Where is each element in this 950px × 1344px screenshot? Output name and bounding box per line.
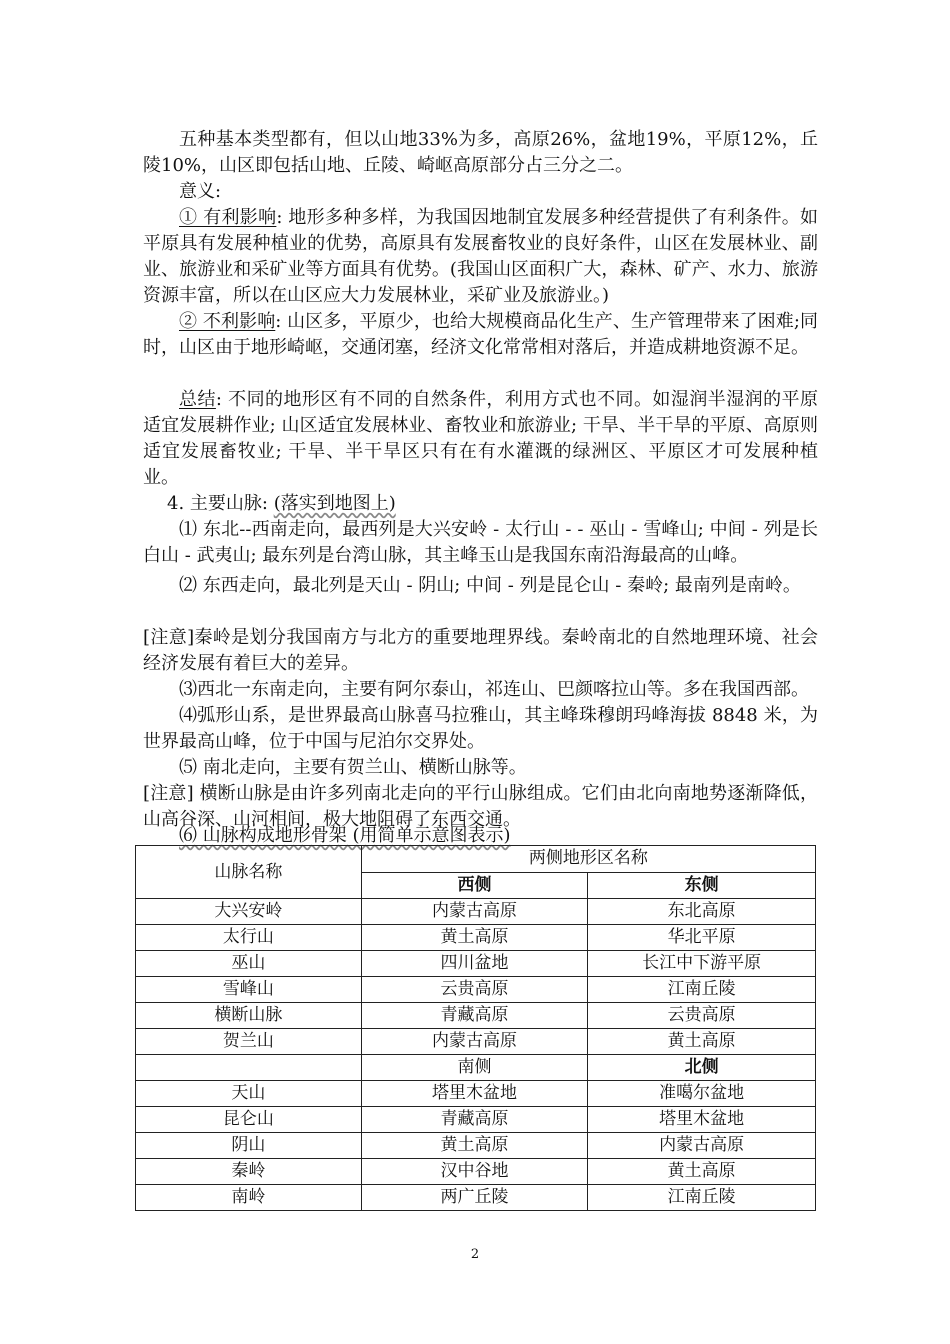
west-cell: 内蒙古高原 — [361, 1029, 588, 1055]
north-cell: 黄土高原 — [588, 1159, 816, 1185]
table-row — [136, 1081, 816, 1107]
east-header: 东侧 — [588, 872, 816, 899]
south-header: 南侧 — [361, 1055, 588, 1081]
table-row — [136, 1185, 816, 1211]
west-cell: 云贵高原 — [361, 977, 588, 1003]
mountain-cell: 太行山 — [136, 925, 362, 951]
unfavorable-text: : 山区多，平原少，也给大规模商品化生产、生产管理带来了困难;同时，山区由于地形崎岖，交通闭塞，经济文化常常相对落后，并造成耕地资源不足。 — [143, 311, 818, 358]
mountains-heading-note: (落实到地图上) — [273, 493, 396, 514]
west-cell: 黄土高原 — [361, 925, 588, 951]
paragraph-e-w-ranges: ⑵ 东西走向，最北列是天山 - 阴山; 中间 - 列是昆仑山 - 秦岭; 最南列是南岭。 — [179, 575, 801, 596]
paragraph-summary — [143, 387, 818, 491]
table-row — [136, 977, 816, 1003]
south-cell: 塔里木盆地 — [361, 1081, 588, 1107]
mountains-heading: 4. 主要山脉: — [167, 493, 274, 514]
east-cell: 江南丘陵 — [588, 977, 816, 1003]
north-cell: 塔里木盆地 — [588, 1107, 816, 1133]
favorable-label: ① 有利影响 — [179, 207, 277, 228]
mountain-cell: 贺兰山 — [136, 1029, 362, 1055]
south-cell: 青藏高原 — [361, 1107, 588, 1133]
mountain-cell: 秦岭 — [136, 1159, 362, 1185]
summary-text: : 不同的地形区有不同的自然条件，利用方式也不同。如湿润半湿润的平原适宜发展耕作业; 山区适宜发展林业、畜牧业和旅游业; 干旱、半干旱的平原、高原则适宜发展畜牧业; 干旱、半干旱区只有在有水灌溉的绿洲区、平原区才可发展种植业。 — [143, 389, 818, 488]
east-cell: 长江中下游平原 — [588, 951, 816, 977]
paragraph-favorable-impact — [143, 205, 818, 309]
paragraph-arc-ranges: ⑷弧形山系，是世界最高山脉喜马拉雅山，其主峰珠穆朗玛峰海拔 8848 米，为世界最高山峰，位于中国与尼泊尔交界处。 — [143, 705, 818, 752]
north-cell: 内蒙古高原 — [588, 1133, 816, 1159]
mountain-cell: 阴山 — [136, 1133, 362, 1159]
table-header-row — [136, 846, 816, 873]
both-sides-header: 两侧地形区名称 — [361, 846, 815, 873]
summary-label: 总结 — [179, 389, 216, 410]
table-row — [136, 925, 816, 951]
paragraph-significance-heading: 意义: — [179, 181, 222, 202]
east-cell: 东北高原 — [588, 899, 816, 925]
west-cell: 内蒙古高原 — [361, 899, 588, 925]
mountain-cell: 大兴安岭 — [136, 899, 362, 925]
north-header: 北侧 — [588, 1055, 816, 1081]
mountain-cell: 横断山脉 — [136, 1003, 362, 1029]
mountain-table — [135, 845, 816, 1211]
paragraph-ne-sw-ranges: ⑴ 东北--西南走向，最西列是大兴安岭 - 太行山 - - 巫山 - 雪峰山; 中间 - 列是长白山 - 武夷山; 最东列是台湾山脉，其主峰玉山是我国东南沿海最高的山峰。 — [143, 519, 818, 566]
empty-cell — [136, 1055, 362, 1081]
table-subheader-row — [136, 1055, 816, 1081]
table-row — [136, 1159, 816, 1185]
table-row — [136, 1133, 816, 1159]
north-cell: 准噶尔盆地 — [588, 1081, 816, 1107]
south-cell: 两广丘陵 — [361, 1185, 588, 1211]
favorable-text: : 地形多种多样，为我国因地制宜发展多种经营提供了有利条件。如平原具有发展种植业的优势，高原具有发展畜牧业的良好条件，山区在发展林业、副业、旅游业和采矿业等方面具有优势。(我国山区面积广大，森林、矿产、水力、旅游资源丰富，所以在山区应大力发展林业，采矿业及旅游业。) — [143, 207, 818, 306]
mountain-cell: 南岭 — [136, 1185, 362, 1211]
table-row — [136, 951, 816, 977]
south-cell: 汉中谷地 — [361, 1159, 588, 1185]
mountain-name-header: 山脉名称 — [136, 846, 362, 899]
paragraph-nw-se-ranges: ⑶西北一东南走向，主要有阿尔泰山，祁连山、巴颜喀拉山等。多在我国西部。 — [179, 679, 809, 700]
mountain-cell: 雪峰山 — [136, 977, 362, 1003]
mountain-cell: 巫山 — [136, 951, 362, 977]
paragraph-n-s-ranges: ⑸ 南北走向，主要有贺兰山、横断山脉等。 — [179, 757, 527, 778]
west-cell: 四川盆地 — [361, 951, 588, 977]
east-cell: 华北平原 — [588, 925, 816, 951]
mountain-cell: 天山 — [136, 1081, 362, 1107]
framework-text: ⑹ 山脉构成地形骨架 (用简单示意图表示) — [179, 825, 511, 846]
east-cell: 黄土高原 — [588, 1029, 816, 1055]
section-heading-mountains — [143, 491, 818, 517]
note-hengduan: [注意] 横断山脉是由许多列南北走向的平行山脉组成。它们由北向南地势逐渐降低，山高谷深、山河相间，极大地阻碍了东西交通。 — [143, 783, 818, 830]
unfavorable-label: ② 不利影响 — [179, 311, 276, 332]
west-header: 西侧 — [361, 872, 588, 899]
west-cell: 青藏高原 — [361, 1003, 588, 1029]
mountain-cell: 昆仑山 — [136, 1107, 362, 1133]
paragraph-unfavorable-impact — [143, 309, 818, 361]
table-row — [136, 1029, 816, 1055]
paragraph-landform-types: 五种基本类型都有，但以山地33%为多，高原26%，盆地19%，平原12%，丘陵10%，山区即包括山地、丘陵、崎岖高原部分占三分之二。 — [143, 129, 818, 176]
east-cell: 云贵高原 — [588, 1003, 816, 1029]
table-row — [136, 1003, 816, 1029]
page-number: 2 — [470, 1247, 480, 1262]
note-qinling: [注意]秦岭是划分我国南方与北方的重要地理界线。秦岭南北的自然地理环境、社会经济发展有着巨大的差异。 — [143, 627, 818, 674]
table-row — [136, 1107, 816, 1133]
south-cell: 黄土高原 — [361, 1133, 588, 1159]
table-row — [136, 899, 816, 925]
north-cell: 江南丘陵 — [588, 1185, 816, 1211]
